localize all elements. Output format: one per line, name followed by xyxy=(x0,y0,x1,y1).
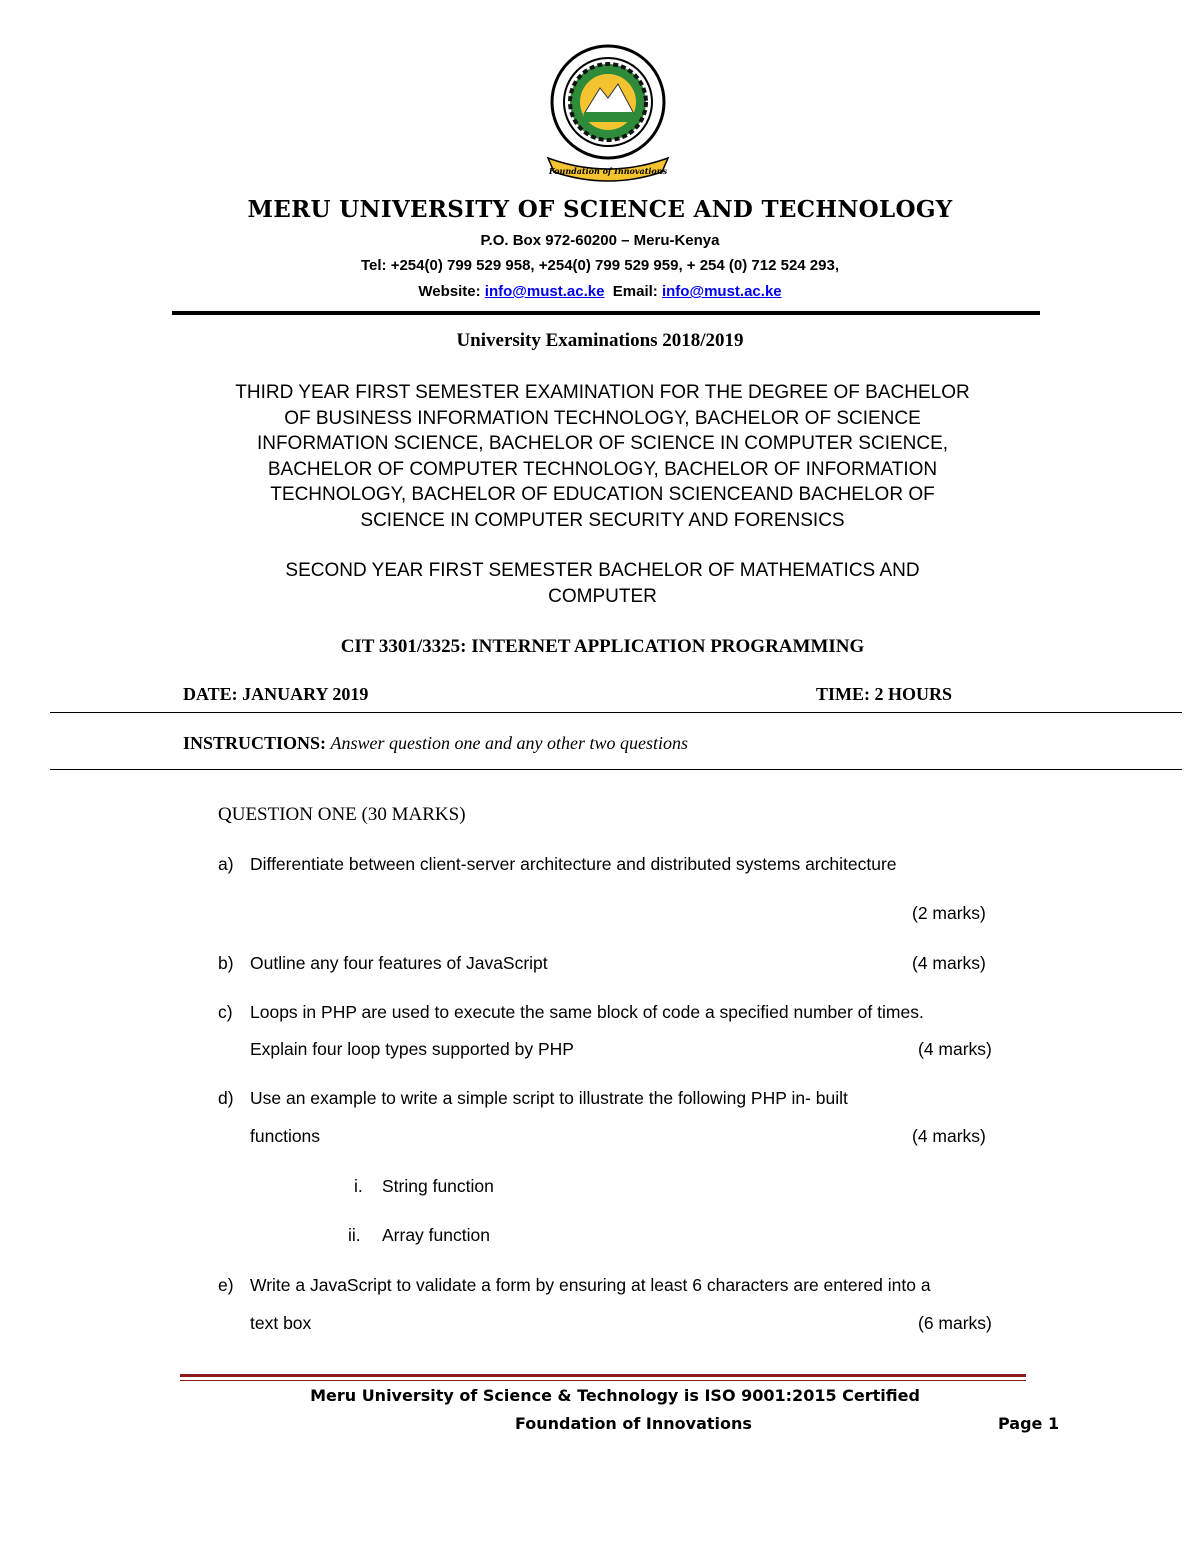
footer-motto: Foundation of Innovations xyxy=(515,1414,752,1433)
footer-divider xyxy=(180,1380,1026,1381)
item-marks: (4 marks) xyxy=(918,1039,992,1059)
item-text: Loops in PHP are used to execute the same block of code a specified number of times. xyxy=(250,1002,924,1022)
item-marks: (4 marks) xyxy=(912,1126,986,1146)
program-line: TECHNOLOGY, BACHELOR OF EDUCATION SCIENCEAND BACHELOR OF xyxy=(270,484,935,505)
program-line: SECOND YEAR FIRST SEMESTER BACHELOR OF MATHEMATICS AND xyxy=(285,560,920,581)
item-letter: c) xyxy=(218,1002,233,1022)
item-text: Explain four loop types supported by PHP xyxy=(250,1039,574,1059)
exam-year-title: University Examinations 2018/2019 xyxy=(456,330,744,351)
course-title: CIT 3301/3325: INTERNET APPLICATION PROGRAMMING xyxy=(340,636,865,657)
item-letter: e) xyxy=(218,1275,234,1295)
footer-certification: Meru University of Science & Technology is ISO 9001:2015 Certified xyxy=(310,1386,920,1405)
item-text: Outline any four features of JavaScript xyxy=(250,953,548,973)
program-description-2 xyxy=(150,558,1055,609)
program-description xyxy=(150,380,1055,533)
sub-item-number: i. xyxy=(354,1176,363,1196)
divider xyxy=(50,769,1182,770)
sub-item-text: Array function xyxy=(382,1225,490,1245)
page-number: Page 1 xyxy=(998,1414,1060,1433)
postal-address: P.O. Box 972-60200 – Meru-Kenya xyxy=(480,232,720,249)
item-marks: (6 marks) xyxy=(918,1313,992,1333)
website-label: Website: xyxy=(418,283,481,300)
exam-duration: TIME: 2 HOURS xyxy=(816,684,953,704)
sub-item-text: String function xyxy=(382,1176,494,1196)
program-line: OF BUSINESS INFORMATION TECHNOLOGY, BACHELOR OF SCIENCE xyxy=(284,407,921,429)
item-text: Write a JavaScript to validate a form by ensuring at least 6 characters are entered into a xyxy=(250,1275,931,1295)
telephone-line: Tel: +254(0) 799 529 958, +254(0) 799 529 959, + 254 (0) 712 524 293, xyxy=(360,257,839,274)
item-letter: d) xyxy=(218,1088,234,1108)
item-marks: (4 marks) xyxy=(912,953,986,973)
email-label: Email: xyxy=(612,283,658,300)
divider xyxy=(50,712,1182,713)
item-marks: (2 marks) xyxy=(912,903,986,923)
website-link[interactable]: info@must.ac.ke xyxy=(484,283,605,300)
program-line: SCIENCE IN COMPUTER SECURITY AND FORENSICS xyxy=(360,509,845,531)
question-one-title: QUESTION ONE (30 MARKS) xyxy=(218,804,466,825)
web-email-line xyxy=(0,283,1200,300)
item-text: Differentiate between client-server architecture and distributed systems architecture xyxy=(250,854,897,874)
program-line: INFORMATION SCIENCE, BACHELOR OF SCIENCE IN COMPUTER SCIENCE, xyxy=(256,433,949,454)
item-text: functions xyxy=(250,1126,321,1146)
header-divider xyxy=(172,311,1040,315)
instructions-label: INSTRUCTIONS: xyxy=(183,733,327,753)
instructions xyxy=(183,733,688,754)
program-line: THIRD YEAR FIRST SEMESTER EXAMINATION FOR THE DEGREE OF BACHELOR xyxy=(235,382,970,403)
item-text: Use an example to write a simple script to illustrate the following PHP in- built xyxy=(250,1088,848,1108)
university-name: MERU UNIVERSITY OF SCIENCE AND TECHNOLOGY xyxy=(247,196,953,223)
exam-date: DATE: JANUARY 2019 xyxy=(183,684,369,704)
email-link[interactable]: info@must.ac.ke xyxy=(661,283,782,300)
instructions-text: Answer question one and any other two questions xyxy=(330,733,689,753)
university-logo xyxy=(540,40,676,188)
item-letter: a) xyxy=(218,854,234,874)
svg-text:Foundation of Innovations: Foundation of Innovations xyxy=(548,166,668,176)
item-letter: b) xyxy=(218,953,234,973)
sub-item-number: ii. xyxy=(348,1225,361,1245)
program-line: BACHELOR OF COMPUTER TECHNOLOGY, BACHELOR OF INFORMATION xyxy=(267,458,938,480)
program-line: COMPUTER xyxy=(548,585,657,607)
footer-divider xyxy=(180,1374,1026,1377)
item-text: text box xyxy=(250,1313,312,1333)
